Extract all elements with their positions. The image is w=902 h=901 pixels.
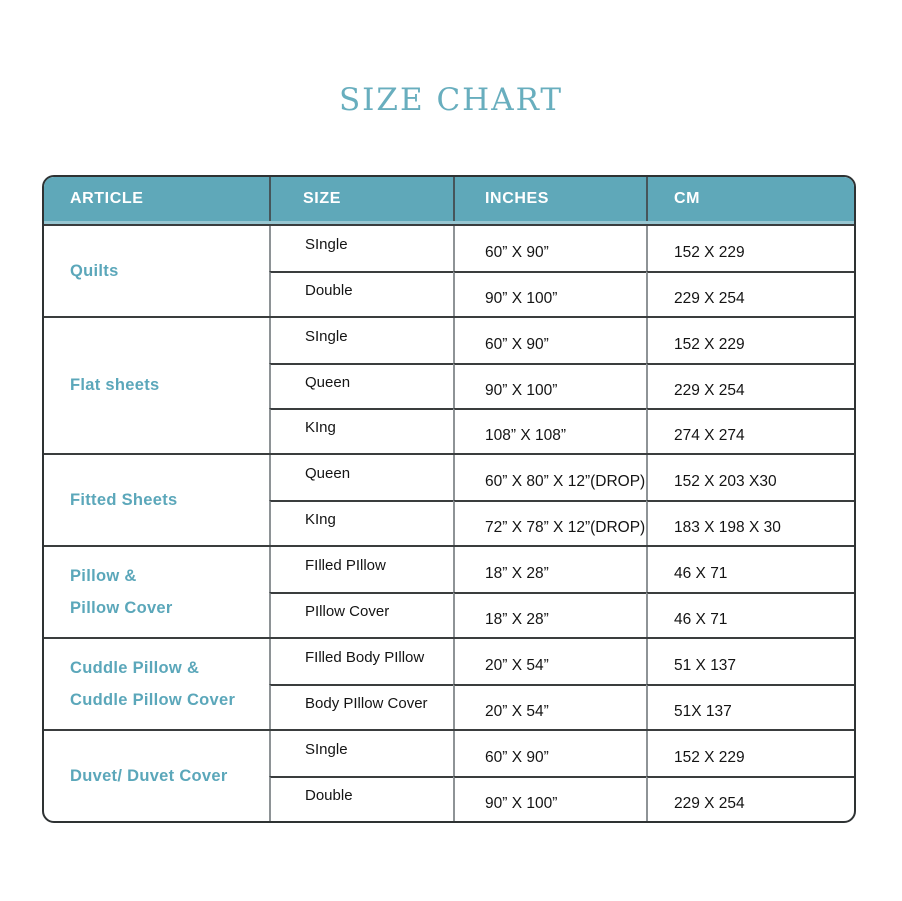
table-section xyxy=(44,729,854,821)
article-cell xyxy=(44,731,269,821)
size-label: FIlled Body PIllow xyxy=(305,649,425,666)
size-label: FIlled PIllow xyxy=(305,557,386,574)
cm-value: 152 X 229 xyxy=(674,243,745,261)
size-label: SIngle xyxy=(305,741,348,758)
article-cell xyxy=(44,455,269,545)
inches-cell xyxy=(453,500,646,545)
article-label: Flat sheets xyxy=(70,376,160,395)
cm-cell xyxy=(646,592,854,637)
cm-value: 229 X 254 xyxy=(674,794,745,812)
header-size: SIZE xyxy=(269,177,453,221)
inches-cell xyxy=(453,318,646,363)
cm-value: 152 X 229 xyxy=(674,335,745,353)
size-label: KIng xyxy=(305,419,336,436)
header-article: ARTICLE xyxy=(70,190,144,207)
table-section xyxy=(44,316,854,453)
header-inches: INCHES xyxy=(453,177,646,221)
cm-value: 51 X 137 xyxy=(674,656,737,674)
size-label: Double xyxy=(305,282,353,299)
article-label: Quilts xyxy=(70,261,119,280)
article-label: Pillow & xyxy=(70,567,137,585)
article-label: Pillow Cover xyxy=(70,598,173,617)
inches-value: 60” X 80” X 12”(DROP) xyxy=(485,472,646,490)
table-section xyxy=(44,637,854,729)
inches-cell xyxy=(453,408,646,453)
inches-cell xyxy=(453,547,646,592)
article-cell xyxy=(44,226,269,316)
size-cell xyxy=(269,226,453,271)
inches-value: 20” X 54” xyxy=(485,656,549,674)
cm-cell xyxy=(646,271,854,316)
size-cell xyxy=(269,363,453,408)
table-section xyxy=(44,453,854,545)
table-header-row xyxy=(44,177,854,224)
size-cell xyxy=(269,684,453,729)
cm-cell xyxy=(646,776,854,821)
size-label: KIng xyxy=(305,511,336,528)
article-label: Cuddle Pillow Cover xyxy=(70,690,236,709)
header-cm: CM xyxy=(646,177,854,221)
cm-value: 229 X 254 xyxy=(674,381,745,399)
cm-cell xyxy=(646,318,854,363)
article-cell xyxy=(44,318,269,453)
table-section xyxy=(44,545,854,637)
inches-value: 72” X 78” X 12”(DROP) xyxy=(485,518,646,536)
size-cell xyxy=(269,592,453,637)
inches-cell xyxy=(453,684,646,729)
page-title: SIZE CHART xyxy=(338,82,564,118)
inches-cell xyxy=(453,363,646,408)
cm-cell xyxy=(646,639,854,684)
cm-value: 152 X 203 X30 xyxy=(674,472,777,490)
cm-value: 51X 137 xyxy=(674,702,732,720)
size-label: PIllow Cover xyxy=(305,603,390,620)
size-cell xyxy=(269,776,453,821)
cm-cell xyxy=(646,500,854,545)
article-cell xyxy=(44,639,269,729)
inches-cell xyxy=(453,776,646,821)
inches-cell xyxy=(453,592,646,637)
size-chart-table xyxy=(42,175,856,823)
article-cell xyxy=(44,547,269,637)
inches-value: 60” X 90” xyxy=(485,748,549,766)
inches-cell xyxy=(453,226,646,271)
inches-value: 90” X 100” xyxy=(485,794,558,812)
cm-cell xyxy=(646,363,854,408)
cm-cell xyxy=(646,226,854,271)
size-cell xyxy=(269,500,453,545)
cm-cell xyxy=(646,684,854,729)
inches-cell xyxy=(453,639,646,684)
inches-value: 18” X 28” xyxy=(485,610,549,628)
cm-value: 229 X 254 xyxy=(674,289,745,307)
size-label: SIngle xyxy=(305,236,348,253)
cm-value: 183 X 198 X 30 xyxy=(674,518,781,536)
cm-value: 152 X 229 xyxy=(674,748,745,766)
article-label: Fitted Sheets xyxy=(70,490,178,509)
size-cell xyxy=(269,408,453,453)
cm-value: 274 X 274 xyxy=(674,426,745,444)
size-cell xyxy=(269,271,453,316)
cm-value: 46 X 71 xyxy=(674,610,728,628)
size-cell xyxy=(269,318,453,363)
size-cell xyxy=(269,639,453,684)
table-body xyxy=(44,224,854,821)
size-cell xyxy=(269,731,453,776)
size-cell xyxy=(269,455,453,500)
inches-value: 90” X 100” xyxy=(485,289,558,307)
cm-value: 46 X 71 xyxy=(674,564,728,582)
inches-cell xyxy=(453,731,646,776)
cm-cell xyxy=(646,731,854,776)
size-label: Queen xyxy=(305,374,351,391)
article-label: Cuddle Pillow & xyxy=(70,659,200,677)
cm-cell xyxy=(646,455,854,500)
article-label: Duvet/ Duvet Cover xyxy=(70,766,228,785)
inches-value: 90” X 100” xyxy=(485,381,558,399)
cm-cell xyxy=(646,408,854,453)
table-section xyxy=(44,226,854,316)
size-label: Double xyxy=(305,787,353,804)
inches-cell xyxy=(453,271,646,316)
size-label: Body PIllow Cover xyxy=(305,695,428,712)
cm-cell xyxy=(646,547,854,592)
inches-cell xyxy=(453,455,646,500)
inches-value: 108” X 108” xyxy=(485,426,566,444)
inches-value: 20” X 54” xyxy=(485,702,549,720)
inches-value: 18” X 28” xyxy=(485,564,549,582)
size-cell xyxy=(269,547,453,592)
size-label: Queen xyxy=(305,465,351,482)
inches-value: 60” X 90” xyxy=(485,335,549,353)
size-label: SIngle xyxy=(305,328,348,345)
inches-value: 60” X 90” xyxy=(485,243,549,261)
